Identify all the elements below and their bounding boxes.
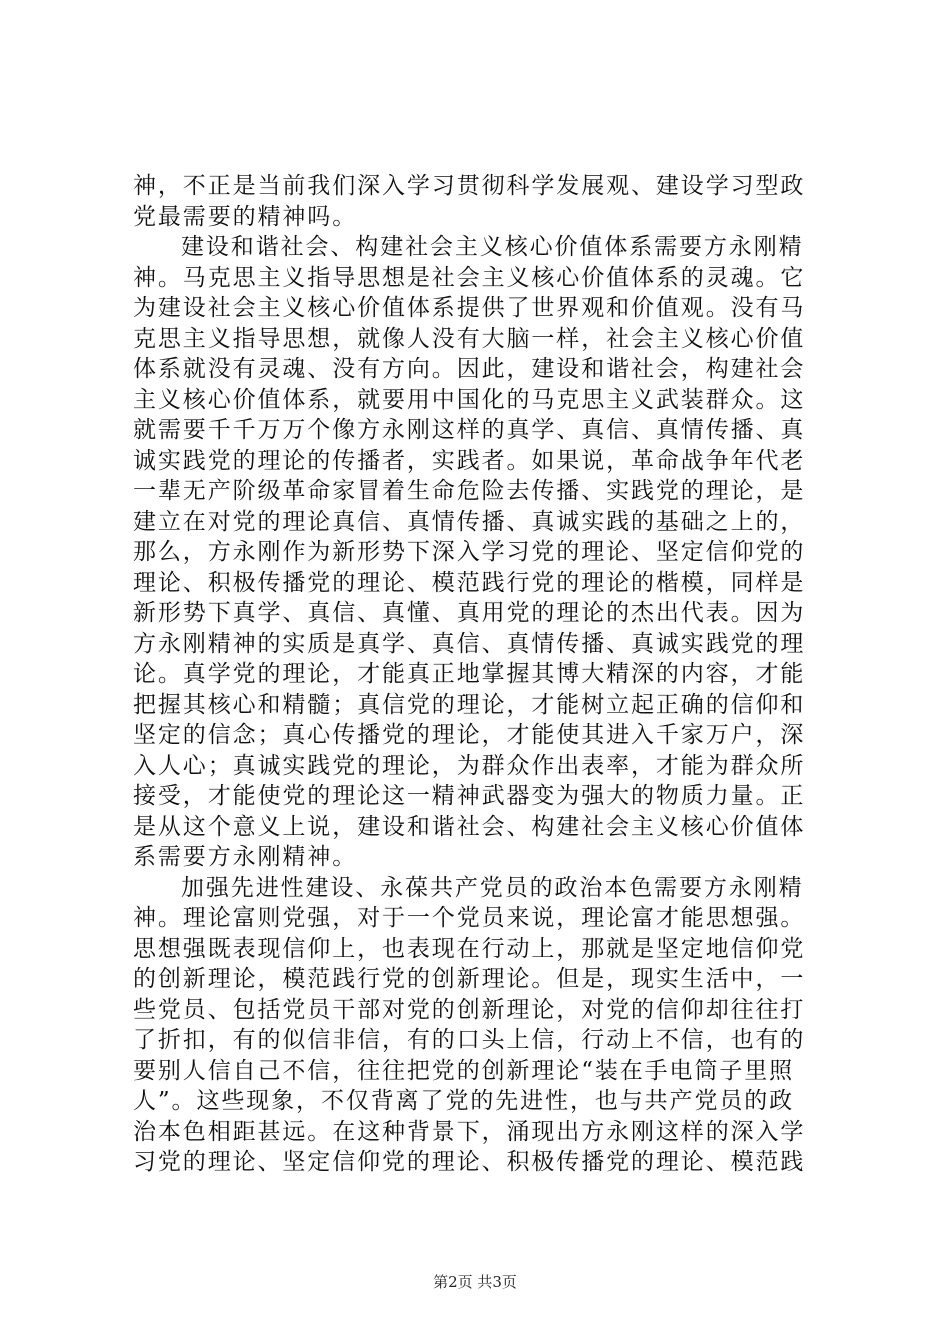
text-line: 一辈无产阶级革命家冒着生命危险去传播、实践党的理论，是 (133, 478, 806, 504)
text-line: 要别人信自己不信，往往把党的创新理论“装在手电筒子里照 (133, 1057, 795, 1084)
text-line: 主义核心价值体系，就要用中国化的马克思主义武装群众。这 (133, 386, 806, 413)
text-line: 坚定的信念；真心传播党的理论，才能使其进入千家万户，深 (133, 722, 806, 748)
text-line: 治本色相距甚远。在这种背景下，涌现出方永刚这样的深入学 (133, 1118, 806, 1145)
text-line: 那么，方永刚作为新形势下深入学习党的理论、坚定信仰党的 (133, 539, 806, 565)
text-line: 习党的理论、坚定信仰党的理论、积极传播党的理论、模范践 (133, 1149, 806, 1175)
text-line: 新形势下真学、真信、真懂、真用党的理论的杰出代表。因为 (133, 600, 806, 626)
text-line: 体系就没有灵魂、没有方向。因此，建设和谐社会，构建社会 (133, 356, 806, 382)
text-line: 系需要方永刚精神。 (133, 844, 358, 870)
text-line: 理论、积极传播党的理论、模范践行党的理论的楷模，同样是 (133, 569, 806, 596)
text-line: 是从这个意义上说，建设和谐社会、构建社会主义核心价值体 (133, 813, 806, 840)
paragraph-first-line: 加强先进性建设、永葆共产党员的政治本色需要方永刚精 (181, 874, 804, 901)
page-footer: 第2页 共3页 (433, 1273, 517, 1291)
text-line: 建立在对党的理论真信、真情传播、真诚实践的基础之上的， (133, 508, 806, 535)
text-line: 人”。这些现象，不仅背离了党的先进性，也与共产党员的政 (133, 1088, 795, 1114)
text-line: 思想强既表现信仰上，也表现在行动上，那就是坚定地信仰党 (133, 935, 806, 962)
text-line: 为建设社会主义核心价值体系提供了世界观和价值观。没有马 (133, 295, 806, 321)
text-line: 就需要千千万万个像方永刚这样的真学、真信、真情传播、真 (133, 417, 806, 443)
text-line: 些党员、包括党员干部对党的创新理论，对党的信仰却往往打 (133, 996, 806, 1023)
text-line: 神。理论富则党强，对于一个党员来说，理论富才能思想强。 (133, 905, 806, 931)
body-text (133, 171, 833, 1178)
text-line: 把握其核心和精髓；真信党的理论，才能树立起正确的信仰和 (133, 691, 806, 718)
text-line: 方永刚精神的实质是真学、真信、真情传播、真诚实践党的理 (133, 630, 806, 657)
text-line: 克思主义指导思想，就像人没有大脑一样，社会主义核心价值 (133, 325, 806, 352)
text-line: 接受，才能使党的理论这一精神武器变为强大的物质力量。正 (133, 783, 806, 809)
text-line: 神。马克思主义指导思想是社会主义核心价值体系的灵魂。它 (133, 264, 806, 291)
text-line: 了折扣，有的似信非信，有的口头上信，行动上不信，也有的 (133, 1027, 806, 1053)
text-line: 党最需要的精神吗。 (133, 203, 358, 230)
text-line: 入人心；真诚实践党的理论，为群众作出表率，才能为群众所 (133, 752, 806, 779)
text-line: 诚实践党的理论的传播者，实践者。如果说，革命战争年代老 (133, 447, 806, 474)
text-line: 的创新理论，模范践行党的创新理论。但是，现实生活中，一 (133, 966, 806, 992)
text-line: 神，不正是当前我们深入学习贯彻科学发展观、建设学习型政 (133, 173, 806, 199)
text-line: 论。真学党的理论，才能真正地掌握其博大精深的内容，才能 (133, 661, 806, 687)
paragraph-first-line: 建设和谐社会、构建社会主义核心价值体系需要方永刚精 (181, 234, 804, 260)
